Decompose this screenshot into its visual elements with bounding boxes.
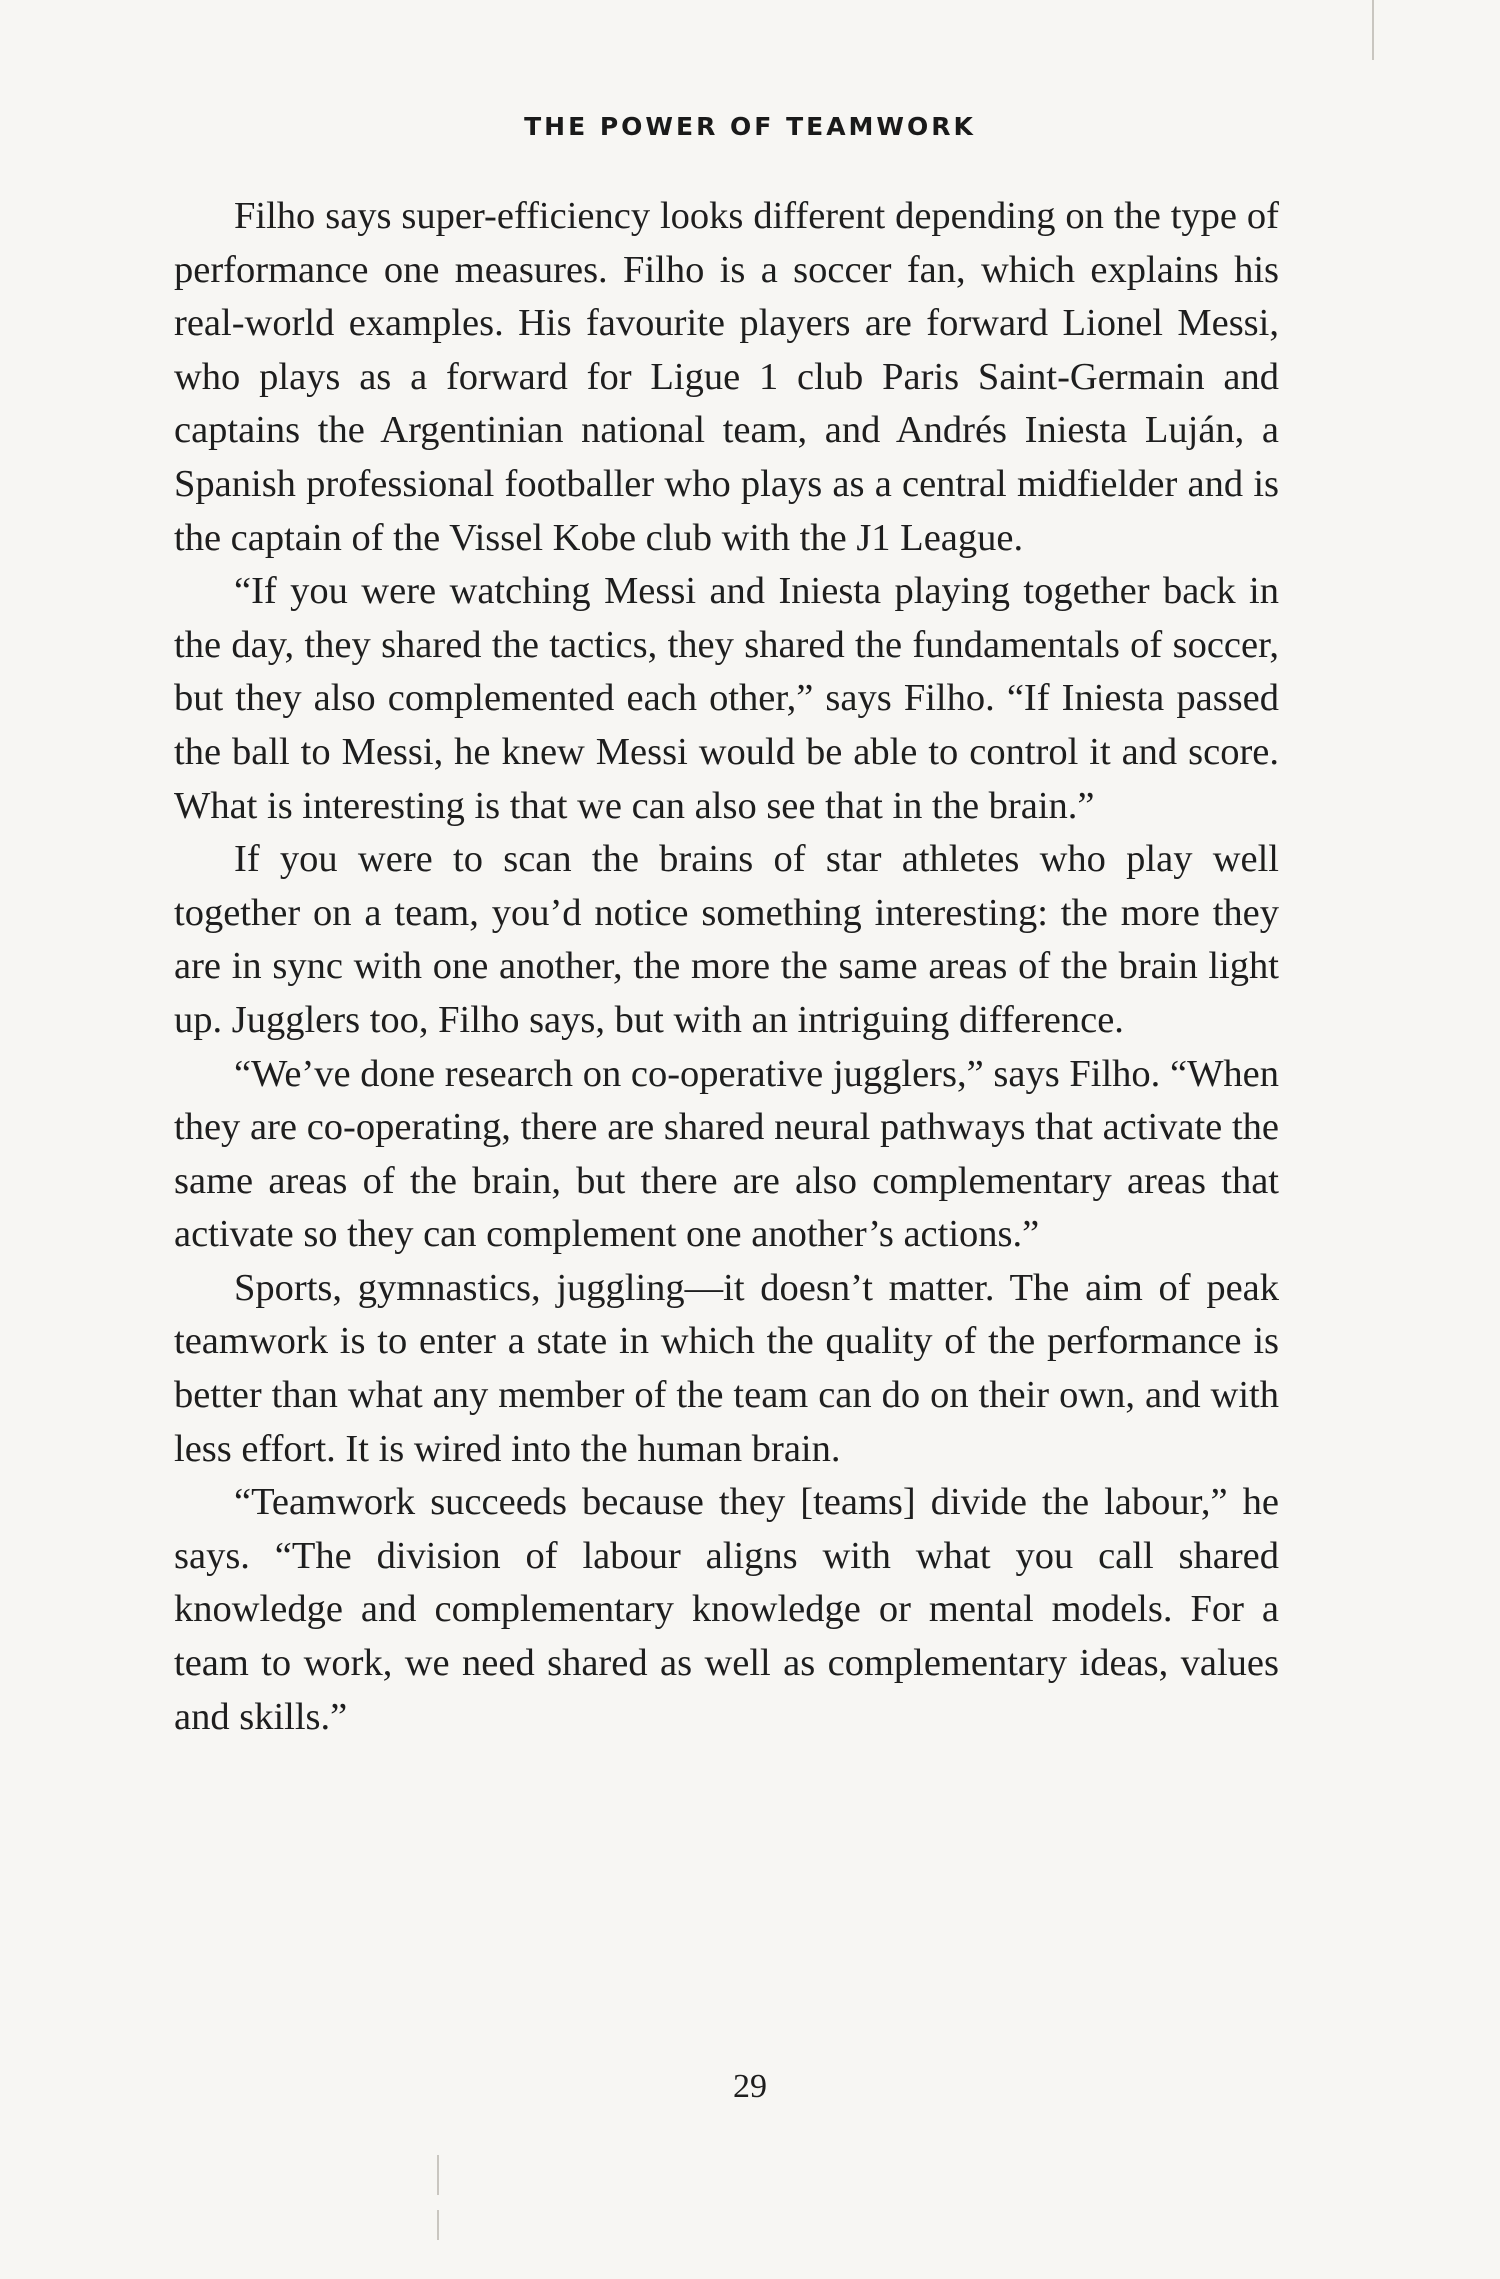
paragraph: Sports, gymnastics, juggling—it doesn’t matter. The aim of peak teamwork is to enter a state in which the quality of the performance is better than what any member of the team can do on their own, and with less effort. It is wired into the human brain. (174, 1266, 1279, 1470)
body-text (174, 190, 1279, 1744)
running-head: THE POWER OF TEAMWORK (524, 112, 976, 141)
scan-artifact-line (437, 2155, 439, 2195)
scan-artifact-line (1372, 0, 1374, 60)
page-number: 29 (733, 2068, 767, 2105)
paragraph: “We’ve done research on co-operative jugglers,” says Filho. “When they are co-operating, there are shared neural pathways that activate the same areas of the brain, but there are also complementary areas that activate so they can complement one another’s actions.” (174, 1052, 1279, 1256)
paragraph: If you were to scan the brains of star athletes who play well together on a team, you’d notice something interesting: the more they are in sync with one another, the more the same areas of the brain light up. Jugglers too, Filho says, but with an intriguing difference. (174, 838, 1279, 1041)
paragraph: “If you were watching Messi and Iniesta playing together back in the day, they shared the tactics, they shared the fundamentals of soccer, but they also complemented each other,” says Filho. “If Iniesta passed the ball to Messi, he knew Messi would be able to control it and score. What is interesting is that we can also see that in the brain.” (174, 570, 1279, 827)
paragraph: “Teamwork succeeds because they [teams] divide the labour,” he says. “The division of labour aligns with what you call shared knowledge and complementary knowledge or mental models. For a team to work, we need shared as well as complementary ideas, values and skills.” (174, 1481, 1279, 1738)
scan-artifact-line (437, 2210, 439, 2240)
paragraph: Filho says super-efficiency looks different depending on the type of performance one measures. Filho is a soccer fan, which explains his real-world examples. His favourite players are forward Lionel Messi, who plays as a forward for Ligue 1 club Paris Saint-Germain and captains the Argentinian national team, and Andrés Iniesta Luján, a Spanish professional footballer who plays as a central midfielder and is the captain of the Vissel Kobe club with the J1 League. (174, 195, 1279, 559)
